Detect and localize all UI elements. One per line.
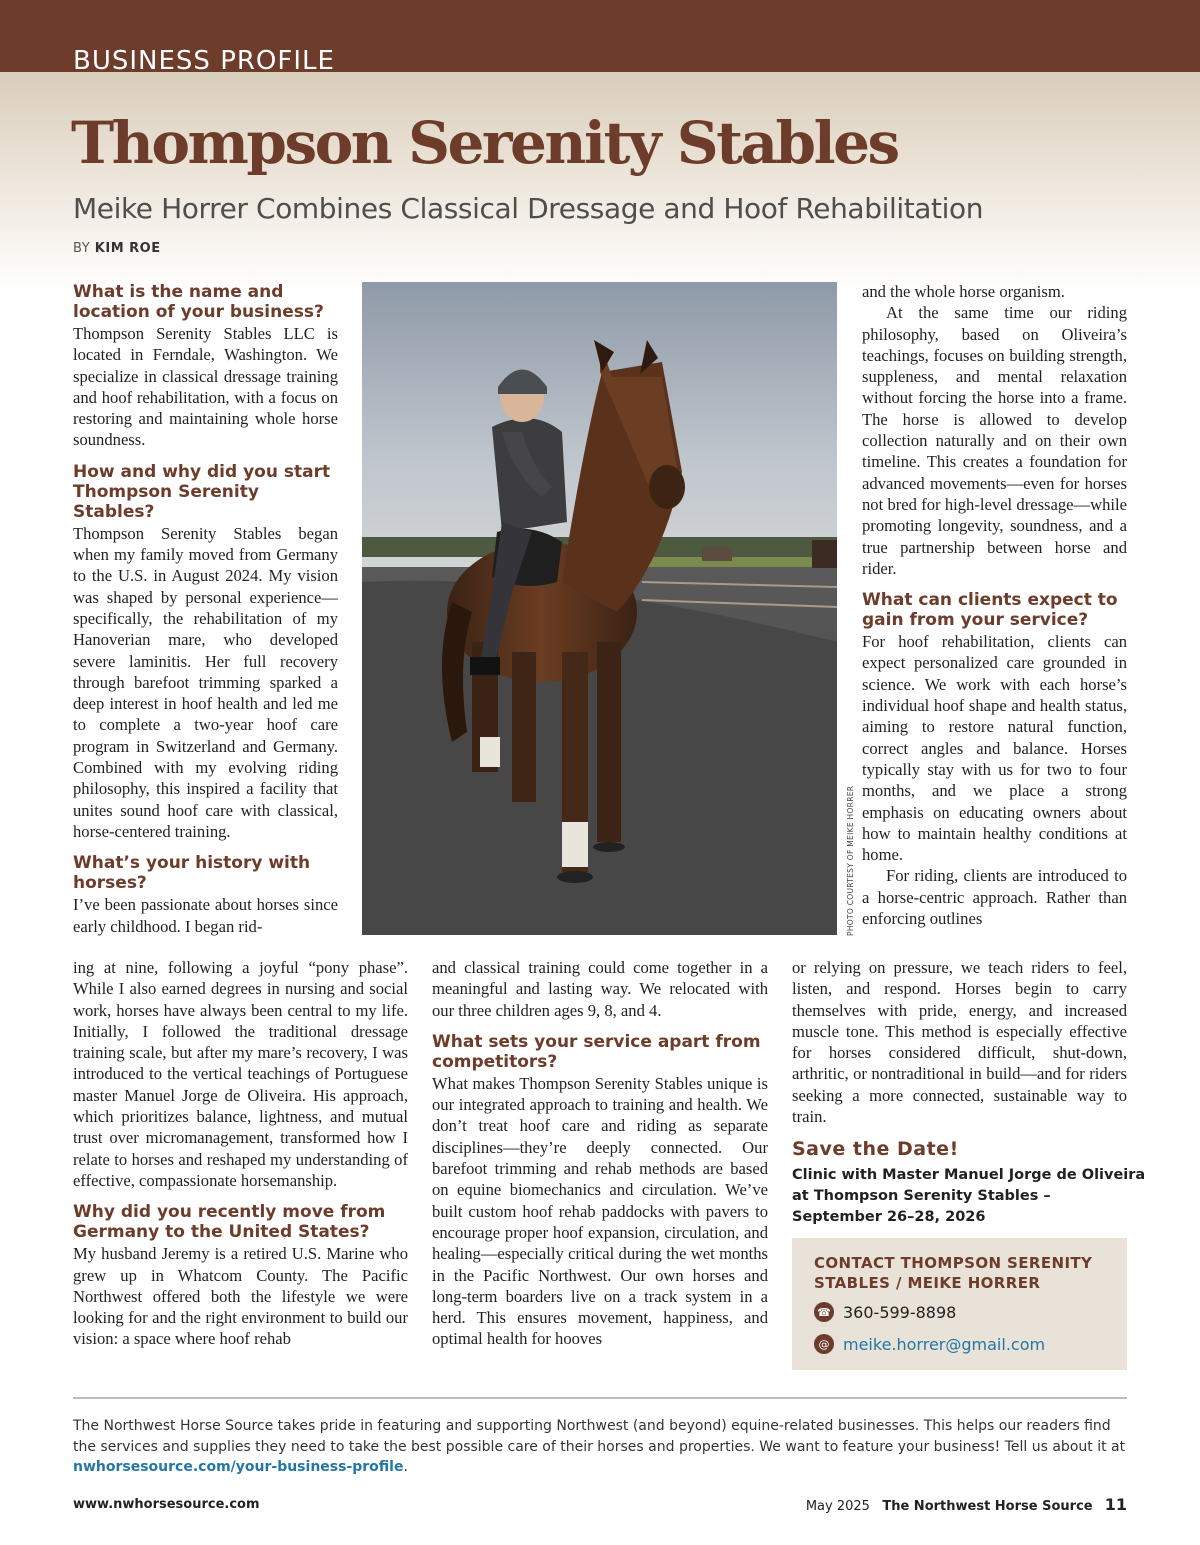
footnote (73, 1416, 1127, 1478)
contact-phone-row[interactable] (814, 1302, 956, 1322)
save-the-date-heading: Save the Date! (792, 1138, 959, 1160)
footer-publication: The Northwest Horse Source (882, 1499, 1093, 1514)
save-the-date-details (792, 1165, 1145, 1228)
save-line: September 26–28, 2026 (792, 1209, 986, 1225)
save-line: Clinic with Master Manuel Jorge de Oliveira (792, 1167, 1146, 1183)
save-line: at Thompson Serenity Stables – (792, 1188, 1051, 1204)
contact-title (814, 1253, 1092, 1293)
question-heading: How and why did you start Thompson Serenity Stables? (73, 461, 331, 522)
answer-paragraph: Thompson Serenity Stables began when my family moved from Germany to the U.S. in August 2024. My vision was shaped by personal experience—specifically, the rehabilitation of my Hanoverian mare, who developed severe laminitis. Her full recovery through barefoot trimming sparked a deep interest in hoof health and led me to complete a two-year hoof care program in Switzerland and Germany. Combined with my evolving riding philosophy, this inspired a facility that unites sound hoof care with classical, horse-centered training. (73, 523, 338, 841)
photo-credit-text: PHOTO COURTESY OF MEIKE HORRER (846, 785, 855, 936)
section-kicker: BUSINESS PROFILE (73, 46, 335, 76)
contact-box (792, 1238, 1127, 1370)
contact-email-link[interactable]: meike.horrer@gmail.com (843, 1334, 1046, 1354)
column-3 (862, 281, 1127, 929)
column-2 (432, 957, 768, 1350)
page-number: 11 (1104, 1495, 1127, 1514)
answer-paragraph: ing at nine, following a joyful “pony phase”. While I also earned degrees in nursing and social work, horses have always been central to my life. Initially, I followed the traditional dressage training scale, but after my mare’s recovery, I was introduced to the vertical teachings of Portuguese master Manuel Jorge de Oliveira. His approach, which prioritizes balance, lightness, and mutual trust over micromanagement, transformed how I relate to horses and reshaped my understanding of effective, compassionate horsemanship. (73, 958, 408, 1190)
contact-title-line: STABLES / MEIKE HORRER (814, 1274, 1041, 1292)
footnote-end: . (403, 1459, 408, 1475)
answer-paragraph: At the same time our riding philosophy, based on Oliveira’s teachings, focuses on building strength, suppleness, and mental relaxation without forcing the horse into a frame. The horse is allowed to develop collection naturally and on their own timeline. This creates a foundation for advanced movements—even for horses not bred for high-level dressage—while promoting longevity, soundness, and a true partnership between horse and rider. (862, 303, 1127, 578)
question-heading: What is the name and location of your business? (73, 282, 324, 322)
answer-paragraph: I’ve been passionate about horses since early childhood. I began rid- (73, 895, 338, 936)
phone-icon: ☎ (814, 1302, 834, 1322)
byline-prefix: BY (73, 241, 95, 256)
answer-paragraph: or relying on pressure, we teach riders to feel, listen, and respond. Horses begin to carry themselves with pride, energy, and increased muscle tone. This method is especially effective for horses considered difficult, shut-down, arthritic, or nontraditional in build—and for riders seeking a more connected, sustainable way to train. (792, 958, 1127, 1127)
business-profile-link[interactable]: nwhorsesource.com/your-business-profile (73, 1459, 404, 1475)
horse-rider-illustration (362, 282, 837, 935)
answer-paragraph: Thompson Serenity Stables LLC is located in Ferndale, Washington. We specialize in classical dressage training and hoof rehabilitation, with a focus on restoring and maintaining whole horse soundness. (73, 324, 338, 450)
answer-paragraph: What makes Thompson Serenity Stables unique is our integrated approach to training and health. We don’t treat hoof care and riding as separate disciplines—they’re deeply connected. Our barefoot trimming and rehab methods are based on equine biomechanics and circulation. We’ve built custom hoof rehab paddocks with pavers to encourage proper hoof expansion, circulation, and healing—especially critical during the wet months in the Pacific Northwest. Our own horses and long-term boarders live on a track system in a herd. This ensures movement, happiness, and optimal health for hooves (432, 1073, 768, 1349)
byline-author: KIM ROE (94, 241, 161, 256)
email-icon: @ (814, 1334, 834, 1354)
contact-phone[interactable]: 360-599-8898 (843, 1302, 957, 1322)
contact-email-row[interactable] (814, 1334, 1045, 1354)
footer-date: May 2025 (805, 1499, 870, 1514)
question-heading: What’s your history with horses? (73, 853, 311, 894)
horse-rider-photo (362, 282, 837, 935)
answer-paragraph: My husband Jeremy is a retired U.S. Marine who grew up in Whatcom County. The Pacific Northwest offered both the lifestyle we were looking for and the right environment to build our vision: a space where hoof rehab (73, 1244, 408, 1349)
question-heading: What sets your service apart from competitors? (432, 1031, 761, 1072)
article-subtitle: Meike Horrer Combines Classical Dressage and Hoof Rehabilitation (73, 192, 984, 225)
divider (73, 1397, 1127, 1399)
answer-paragraph: For riding, clients are introduced to a horse-centric approach. Rather than enforcing outlines (862, 866, 1127, 929)
column-3-lower (792, 957, 1127, 1127)
contact-title-line: CONTACT THOMPSON SERENITY (814, 1254, 1093, 1272)
footer-website[interactable]: www.nwhorsesource.com (73, 1497, 260, 1512)
answer-paragraph: and classical training could come together in a meaningful and lasting way. We relocated with our three children ages 9, 8, and 4. (432, 958, 768, 1020)
column-1 (73, 282, 338, 937)
article-title: Thompson Serenity Stables (71, 109, 898, 177)
photo-credit (839, 785, 855, 936)
column-1-lower (73, 957, 408, 1350)
answer-paragraph: and the whole horse organism. (862, 282, 1065, 301)
footer-right (806, 1495, 1127, 1514)
byline (73, 240, 161, 258)
answer-paragraph: For hoof rehabilitation, clients can expect personalized care grounded in science. We work with each horse’s individual hoof shape and health status, aiming to restore natural function, correct angles and balance. Horses typically stay with us for two to four months, and we place a strong emphasis on educating owners about how to maintain healthy conditions at home. (862, 632, 1127, 865)
footnote-text: The Northwest Horse Source takes pride in featuring and supporting Northwest (and beyond) equine-related businesses. This helps our readers find the services and supplies they need to take the best possible care of their horses and properties. We want to feature your business! Tell us about it at (73, 1418, 1126, 1455)
question-heading: Why did you recently move from Germany to the United States? (73, 1202, 386, 1243)
question-heading: What can clients expect to gain from your service? (862, 590, 1118, 631)
